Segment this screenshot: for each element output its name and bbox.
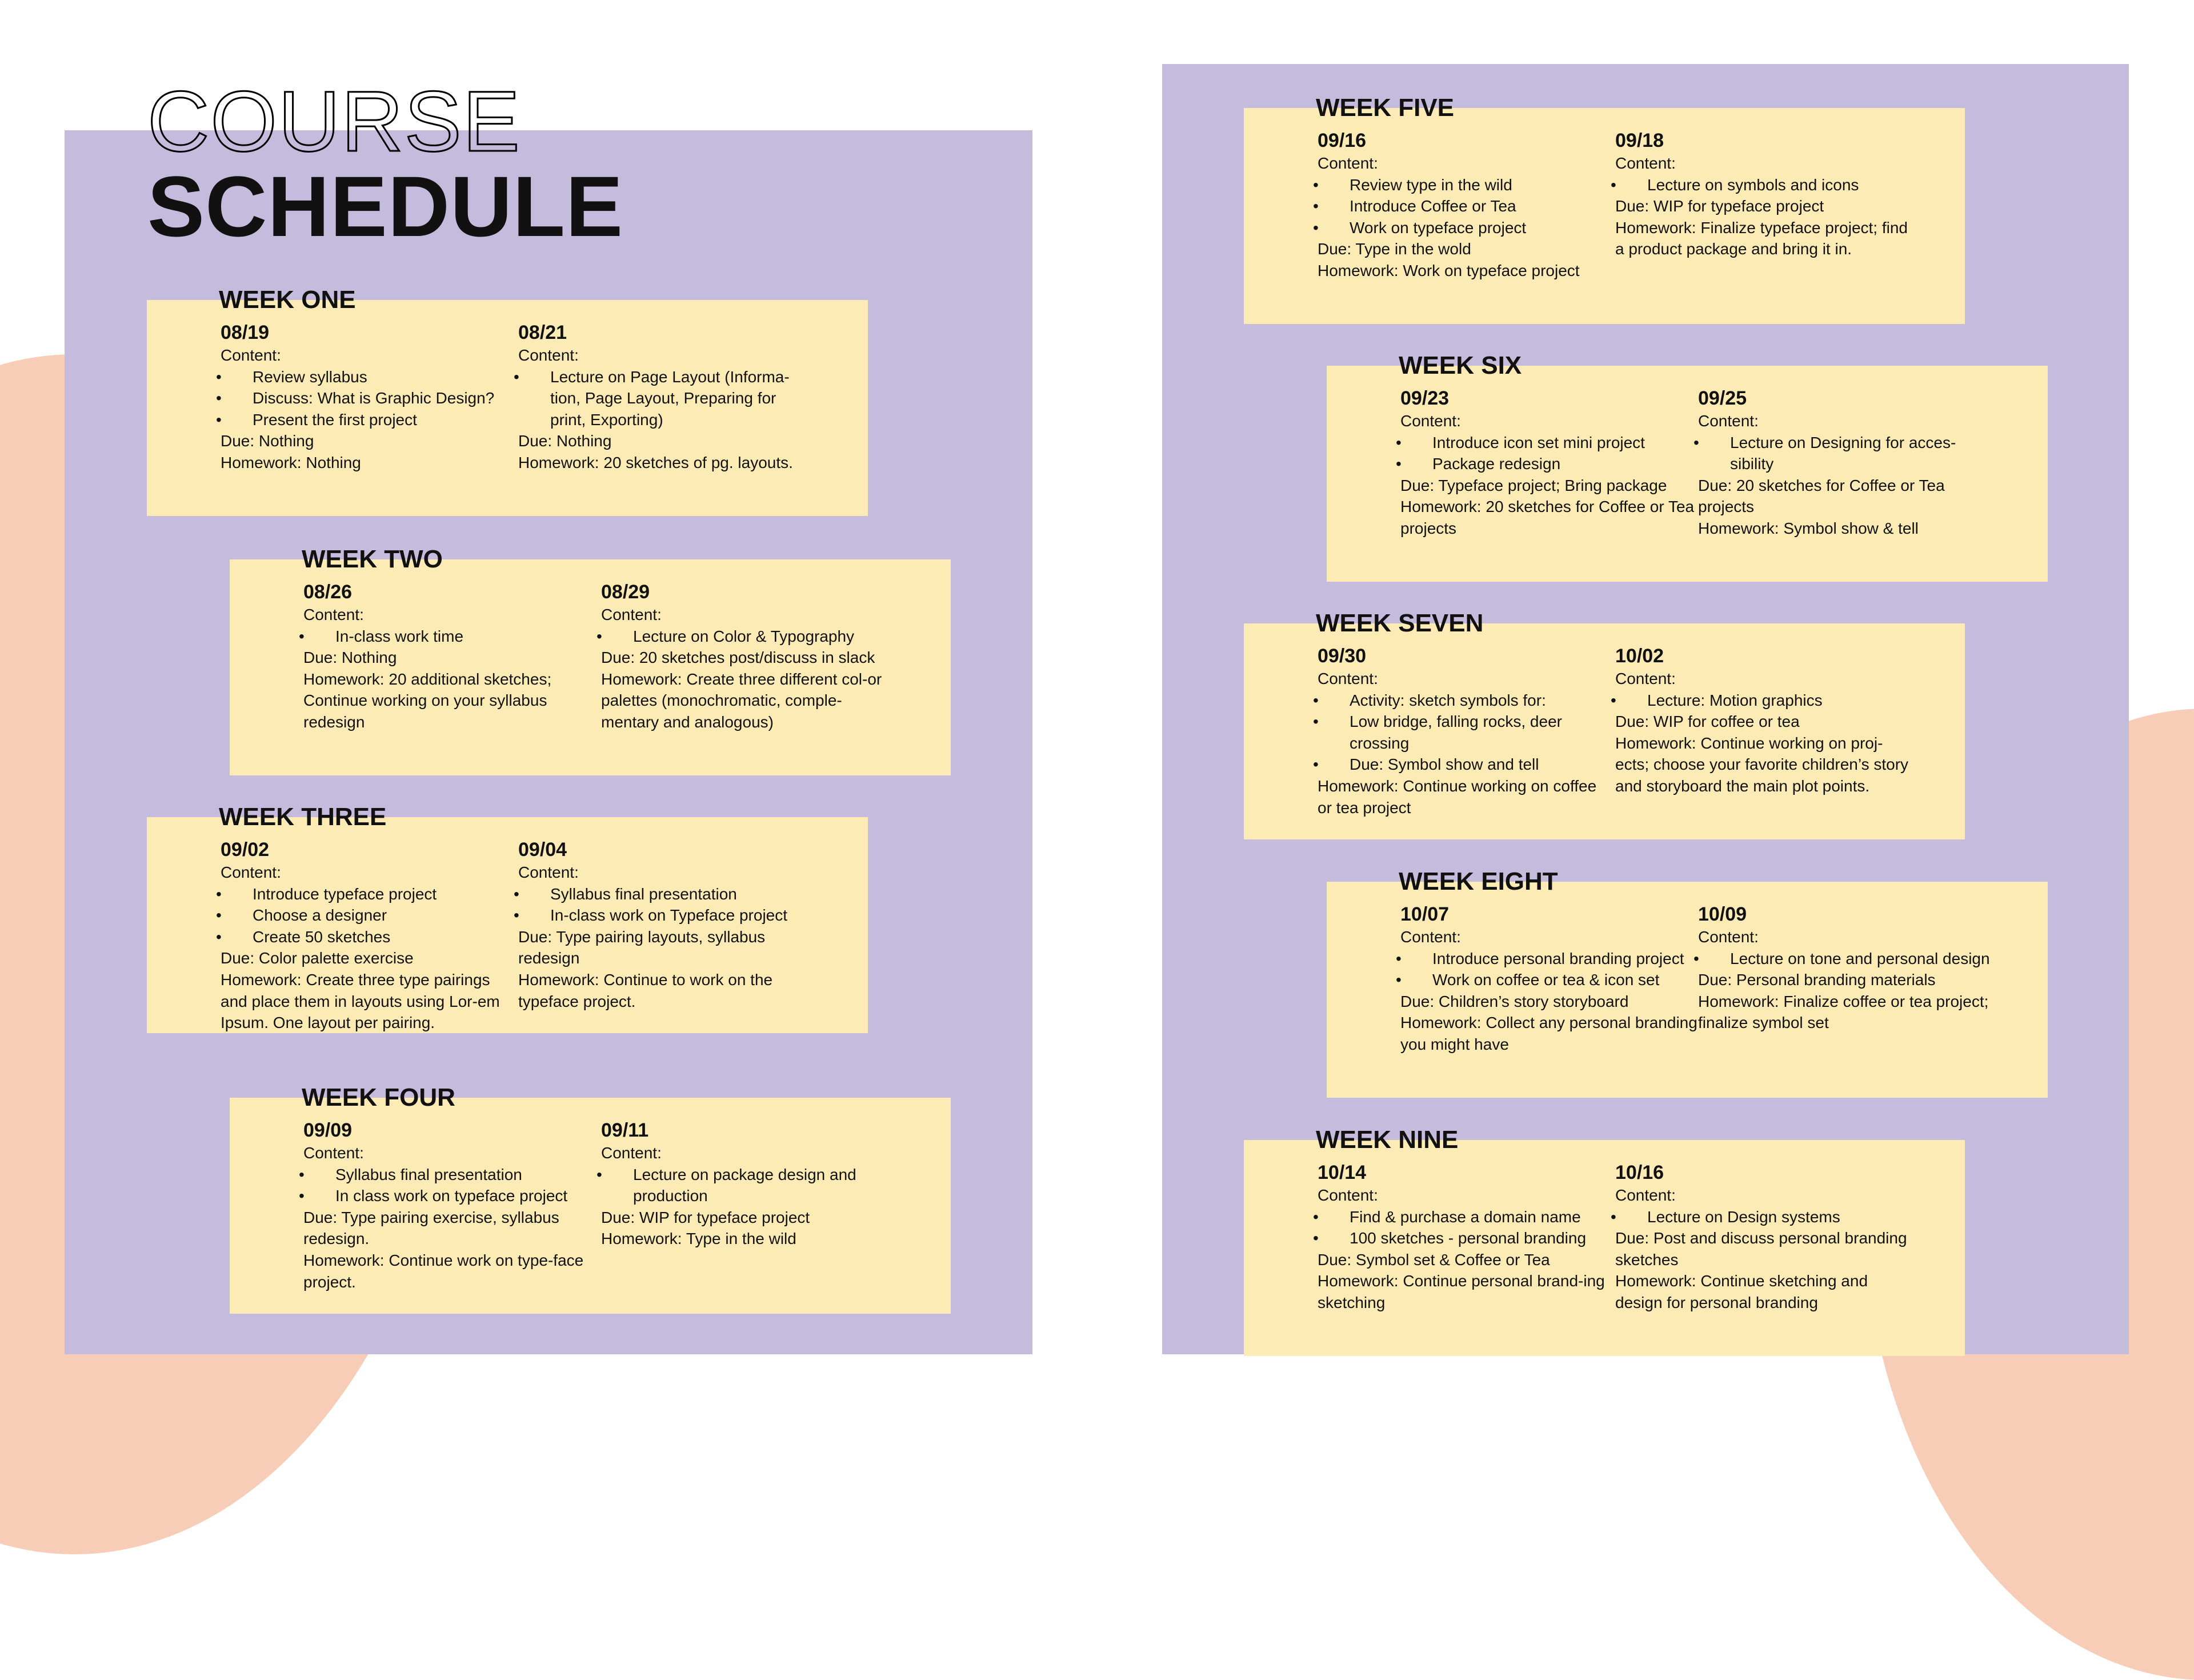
day-column <box>1615 644 1912 797</box>
title-line-schedule: SCHEDULE <box>147 158 624 254</box>
content-list <box>303 1164 600 1207</box>
day-column <box>303 1118 600 1293</box>
content-label: Content: <box>221 346 281 364</box>
day-date: 10/09 <box>1698 903 1747 925</box>
day-note: Homework: Symbol show & tell <box>1698 519 1919 537</box>
day-date: 08/29 <box>601 581 650 603</box>
day-column <box>1615 129 1912 260</box>
content-label: Content: <box>1400 412 1461 430</box>
day-column <box>518 321 815 474</box>
day-note: Homework: 20 additional sketches; Continue working on your syllabus redesign <box>303 670 552 731</box>
week-title: WEEK THREE <box>219 803 387 831</box>
content-item: • Work on typeface project <box>1318 217 1615 239</box>
day-note: Due: Post and discuss personal branding sketches <box>1615 1229 1907 1269</box>
day-column <box>518 838 815 1012</box>
day-date: 09/18 <box>1615 130 1664 151</box>
day-note: Due: WIP for typeface project <box>601 1208 810 1226</box>
content-label: Content: <box>601 606 662 623</box>
content-list <box>1698 432 1995 475</box>
day-note: Homework: Create three type pairings and place them in layouts using Lor-em Ipsum. One layout per pairing. <box>221 970 500 1032</box>
day-column <box>601 1118 898 1250</box>
content-list <box>518 883 815 926</box>
content-label: Content: <box>518 863 579 881</box>
content-list <box>1318 690 1615 775</box>
day-date: 08/26 <box>303 581 353 603</box>
content-item: • Review type in the wild <box>1318 174 1615 196</box>
day-note: Homework: Nothing <box>221 453 361 471</box>
day-date: 10/07 <box>1400 903 1450 925</box>
day-column <box>221 321 518 474</box>
day-note: Due: 20 sketches post/discuss in slack <box>601 649 875 667</box>
day-date: 08/21 <box>518 322 567 343</box>
day-note: Homework: Collect any personal branding you might have <box>1400 1014 1697 1053</box>
content-item: • Introduce Coffee or Tea <box>1318 195 1615 217</box>
day-column <box>1698 902 1995 1034</box>
content-label: Content: <box>1615 154 1676 172</box>
day-note: Homework: 20 sketches for Coffee or Tea projects <box>1400 498 1695 537</box>
content-item: • Lecture on Design systems <box>1615 1206 1912 1228</box>
day-date: 09/09 <box>303 1119 353 1141</box>
content-label: Content: <box>518 346 579 364</box>
content-item: • Create 50 sketches <box>221 926 518 948</box>
day-column <box>1318 644 1615 818</box>
day-note: Homework: Continue sketching and design for personal branding <box>1615 1272 1868 1311</box>
week-title: WEEK TWO <box>302 545 443 573</box>
day-note: Due: Nothing <box>221 432 314 450</box>
content-list <box>518 366 815 431</box>
day-note: Due: Type pairing exercise, syllabus redesign. <box>303 1208 559 1248</box>
content-label: Content: <box>601 1144 662 1162</box>
content-label: Content: <box>1400 928 1461 946</box>
content-item: • Due: Symbol show and tell <box>1318 754 1615 775</box>
content-list <box>1698 948 1995 970</box>
week-card <box>1244 1126 1965 1356</box>
content-item: • In class work on typeface project <box>303 1185 600 1207</box>
content-label: Content: <box>1698 928 1759 946</box>
content-list <box>1615 1206 1912 1228</box>
week-card <box>230 1083 951 1314</box>
day-note: Due: Type in the wold <box>1318 240 1471 258</box>
page-title <box>147 73 624 254</box>
content-item: • Package redesign <box>1400 453 1697 475</box>
day-date: 09/02 <box>221 839 270 861</box>
content-item: • Lecture on Designing for acces-sibility <box>1698 432 1995 475</box>
week-title: WEEK ONE <box>219 286 356 314</box>
content-list <box>1615 174 1912 196</box>
day-date: 09/16 <box>1318 130 1367 151</box>
day-note: Due: Children’s story storyboard <box>1400 992 1629 1010</box>
day-column <box>1698 386 1995 539</box>
day-column <box>1318 1161 1615 1314</box>
week-title: WEEK FOUR <box>302 1083 455 1111</box>
day-note: Homework: Continue working on coffee or tea project <box>1318 777 1597 817</box>
content-label: Content: <box>303 1144 364 1162</box>
content-item: • In-class work time <box>303 626 600 647</box>
week-card <box>1244 609 1965 839</box>
content-list <box>601 626 898 647</box>
day-note: Due: Nothing <box>303 649 397 667</box>
day-date: 09/23 <box>1400 387 1450 409</box>
content-item: • Review syllabus <box>221 366 518 388</box>
content-item: • Low bridge, falling rocks, deer crossing <box>1318 711 1615 754</box>
week-card <box>1327 867 2048 1098</box>
day-note: Homework: Continue working on proj-ects; choose your favorite children’s story and storyboard the main plot points. <box>1615 734 1909 795</box>
day-date: 10/14 <box>1318 1162 1367 1183</box>
day-note: Due: Color palette exercise <box>221 949 414 967</box>
content-label: Content: <box>221 863 281 881</box>
day-note: Homework: Type in the wild <box>601 1230 796 1248</box>
content-item: • Lecture on package design and production <box>601 1164 898 1207</box>
content-item: • Present the first project <box>221 409 518 431</box>
content-label: Content: <box>303 606 364 623</box>
content-item: • Work on coffee or tea & icon set <box>1400 969 1697 991</box>
content-item: • Choose a designer <box>221 905 518 926</box>
content-label: Content: <box>1318 1186 1378 1204</box>
day-column <box>1400 386 1697 539</box>
content-item: • Introduce personal branding project <box>1400 948 1697 970</box>
week-title: WEEK SIX <box>1399 351 1522 379</box>
content-item: • Activity: sketch symbols for: <box>1318 690 1615 711</box>
day-note: Due: Typeface project; Bring package <box>1400 476 1667 494</box>
content-item: • 100 sketches - personal branding <box>1318 1227 1615 1249</box>
content-item: • Introduce icon set mini project <box>1400 432 1697 454</box>
content-label: Content: <box>1698 412 1759 430</box>
day-date: 09/25 <box>1698 387 1747 409</box>
content-label: Content: <box>1318 154 1378 172</box>
content-item: • Find & purchase a domain name <box>1318 1206 1615 1228</box>
day-column <box>1318 129 1615 282</box>
day-note: Homework: 20 sketches of pg. layouts. <box>518 453 793 471</box>
day-date: 09/11 <box>601 1119 649 1141</box>
day-note: Homework: Create three different col-or palettes (monochromatic, comple-mentary and analogous) <box>601 670 882 731</box>
content-list <box>1400 432 1697 475</box>
week-card <box>1327 351 2048 582</box>
week-title: WEEK NINE <box>1316 1126 1459 1154</box>
day-note: Due: WIP for coffee or tea <box>1615 713 1800 731</box>
week-title: WEEK FIVE <box>1316 94 1455 122</box>
content-label: Content: <box>1318 670 1378 687</box>
content-item: • Lecture on symbols and icons <box>1615 174 1912 196</box>
day-note: Due: Nothing <box>518 432 612 450</box>
content-item: • Syllabus final presentation <box>303 1164 600 1186</box>
content-list <box>221 366 518 431</box>
week-card <box>1244 94 1965 324</box>
content-item: • Lecture: Motion graphics <box>1615 690 1912 711</box>
content-list <box>1615 690 1912 711</box>
day-note: Due: Symbol set & Coffee or Tea <box>1318 1250 1550 1269</box>
day-note: Due: Type pairing layouts, syllabus redesign <box>518 927 766 967</box>
day-note: Homework: Work on typeface project <box>1318 261 1580 279</box>
content-item: • Lecture on Page Layout (Informa-tion, Page Layout, Preparing for print, Exporting) <box>518 366 815 431</box>
day-note: Homework: Continue work on type-face project. <box>303 1251 584 1291</box>
day-column <box>303 580 600 733</box>
day-note: Homework: Finalize coffee or tea project; finalize symbol set <box>1698 992 1989 1032</box>
content-list <box>1318 1206 1615 1249</box>
day-note: Due: WIP for typeface project <box>1615 197 1824 215</box>
content-list <box>303 626 600 647</box>
week-card <box>147 286 868 516</box>
content-list <box>1400 948 1697 991</box>
day-date: 09/30 <box>1318 645 1367 667</box>
content-label: Content: <box>1615 670 1676 687</box>
week-card <box>230 545 951 775</box>
day-date: 10/16 <box>1615 1162 1664 1183</box>
content-item: • Discuss: What is Graphic Design? <box>221 387 518 409</box>
day-note: Homework: Finalize typeface project; find a product package and bring it in. <box>1615 218 1908 258</box>
content-item: • Lecture on Color & Typography <box>601 626 898 647</box>
content-item: • Syllabus final presentation <box>518 883 815 905</box>
day-column <box>221 838 518 1034</box>
title-line-course: COURSE <box>147 73 521 169</box>
day-date: 08/19 <box>221 322 270 343</box>
day-note: Homework: Continue to work on the typeface project. <box>518 970 773 1010</box>
day-note: Due: Personal branding materials <box>1698 971 1936 989</box>
content-list <box>221 883 518 948</box>
day-column <box>601 580 898 733</box>
content-list <box>601 1164 898 1207</box>
content-label: Content: <box>1615 1186 1676 1204</box>
content-item: • In-class work on Typeface project <box>518 905 815 926</box>
week-title: WEEK EIGHT <box>1399 867 1558 895</box>
day-date: 09/04 <box>518 839 567 861</box>
day-column <box>1400 902 1697 1055</box>
week-card <box>147 803 868 1033</box>
day-column <box>1615 1161 1912 1314</box>
day-date: 10/02 <box>1615 645 1664 667</box>
content-list <box>1318 174 1615 239</box>
day-note: Due: 20 sketches for Coffee or Tea projects <box>1698 476 1945 516</box>
content-item: • Lecture on tone and personal design <box>1698 948 1995 970</box>
content-item: • Introduce typeface project <box>221 883 518 905</box>
week-title: WEEK SEVEN <box>1316 609 1484 637</box>
day-note: Homework: Continue personal brand-ing sketching <box>1318 1272 1605 1311</box>
